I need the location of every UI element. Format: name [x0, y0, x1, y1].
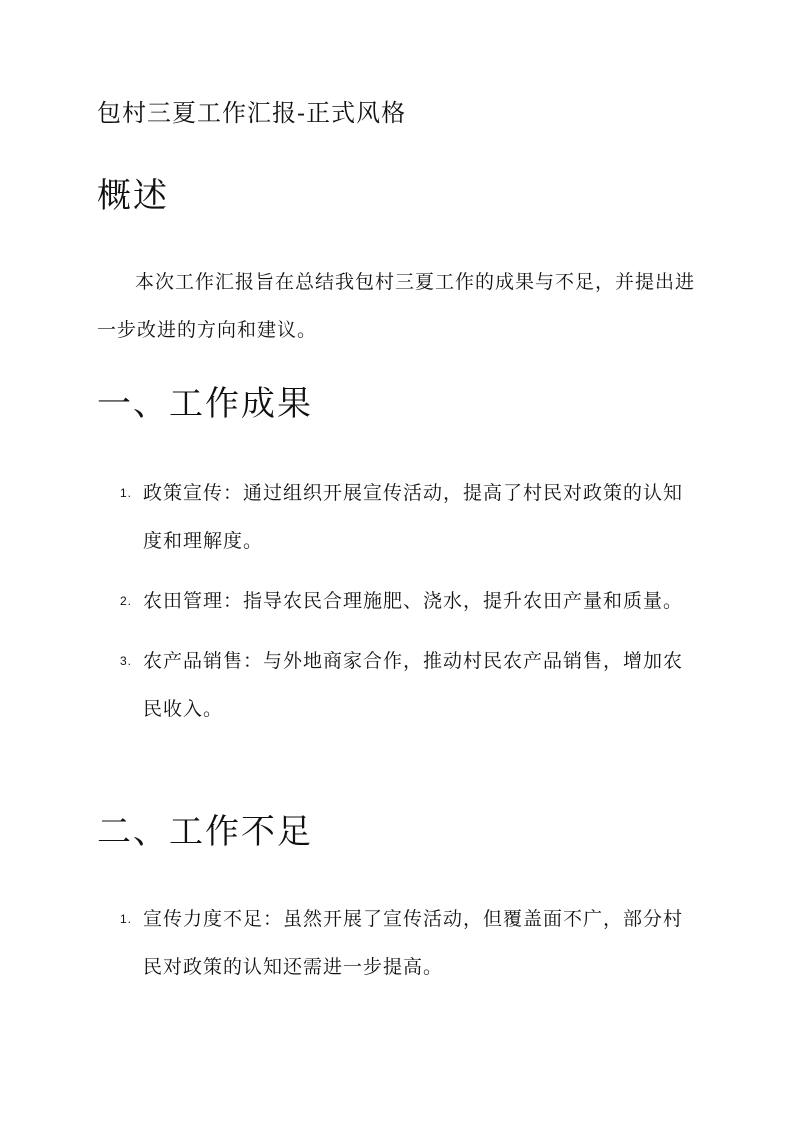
overview-paragraph: 本次工作汇报旨在总结我包村三夏工作的成果与不足，并提出进一步改进的方向和建议。 [97, 271, 696, 341]
list-item [97, 895, 707, 991]
achievements-list [97, 469, 707, 745]
shortcomings-list [97, 895, 707, 1003]
list-item [97, 469, 707, 565]
overview-heading: 概述 [97, 176, 169, 216]
list-item-number: 2. [120, 594, 133, 608]
list-item [97, 637, 707, 733]
list-item-number: 1. [120, 486, 133, 500]
list-item [97, 577, 707, 625]
list-item-text: 农产品销售：与外地商家合作，推动村民农产品销售，增加农民收入。 [143, 650, 684, 720]
achievements-heading: 一、工作成果 [97, 384, 313, 424]
list-item-number: 3. [120, 654, 133, 668]
list-item-text: 农田管理：指导农民合理施肥、浇水，提升农田产量和质量。 [143, 590, 684, 612]
list-item-number: 1. [120, 912, 133, 926]
list-item-text: 宣传力度不足：虽然开展了宣传活动，但覆盖面不广，部分村民对政策的认知还需进一步提高。 [143, 908, 684, 978]
list-item-text: 政策宣传：通过组织开展宣传活动，提高了村民对政策的认知度和理解度。 [143, 482, 684, 552]
document-title: 包村三夏工作汇报-正式风格 [97, 99, 407, 127]
shortcomings-heading: 二、工作不足 [97, 812, 313, 852]
